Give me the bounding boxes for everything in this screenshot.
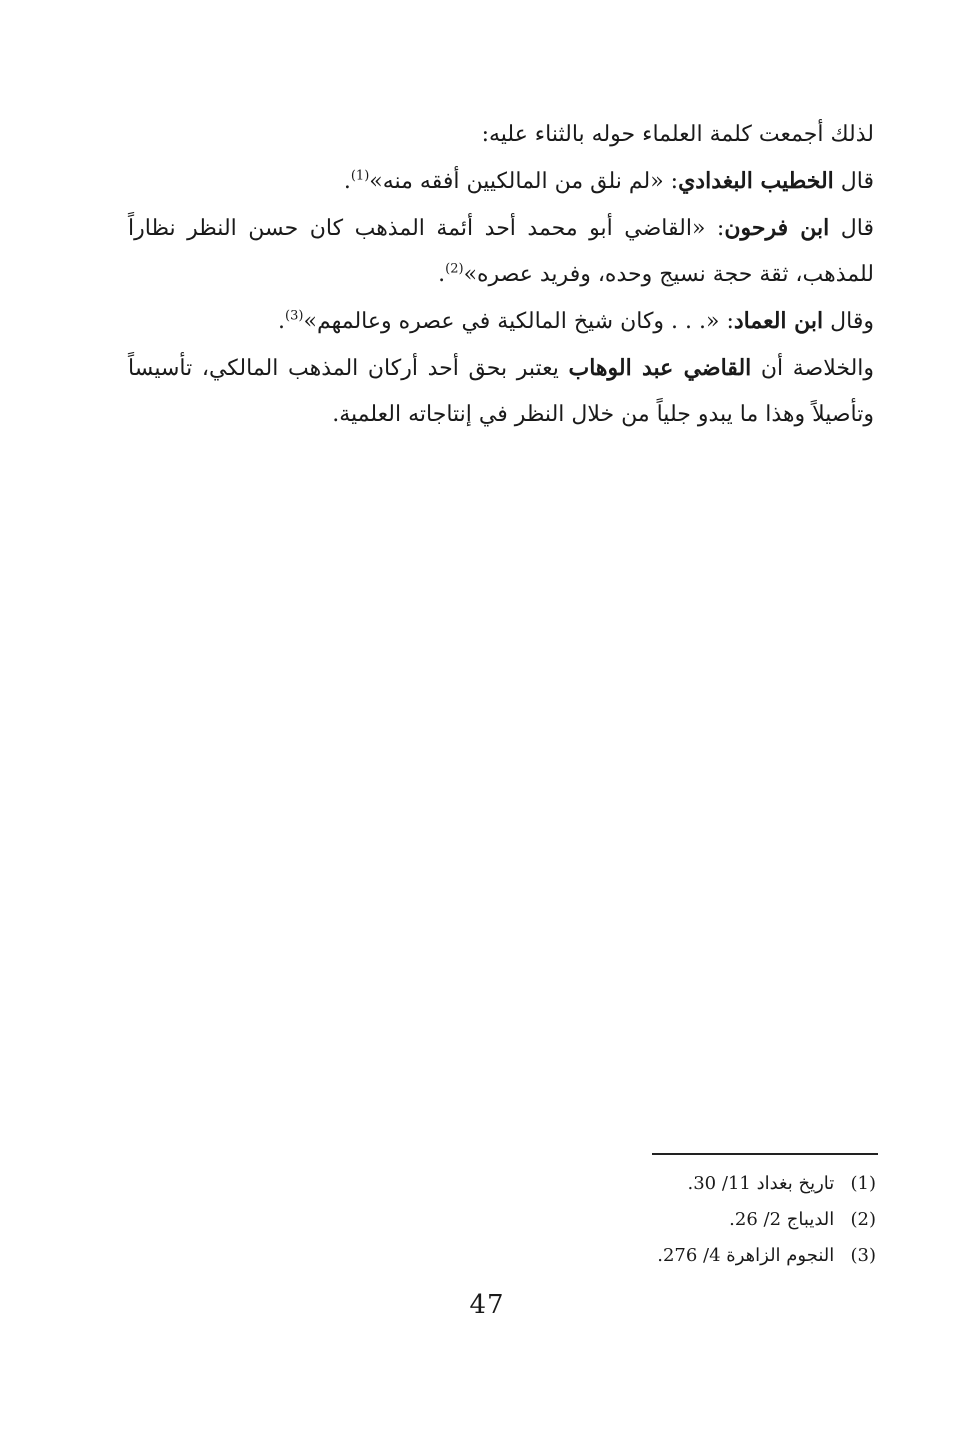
quote-text: : «القاضي أبو محمد أحد أئمة المذهب كان حسن النظر نظاراً للمذهب، ثقة حجة نسيج وحده، وفريد عصره» bbox=[128, 216, 874, 287]
scholar-name: ابن العماد bbox=[733, 308, 824, 334]
footnote-number: (3) bbox=[850, 1245, 876, 1266]
sentence-end: . bbox=[343, 169, 351, 194]
footnote-text: تاريخ بغداد 11/ 30. bbox=[687, 1173, 835, 1194]
conclusion-intro: والخلاصة أن bbox=[751, 356, 875, 381]
footnote-item bbox=[516, 1202, 876, 1238]
main-text bbox=[128, 112, 874, 438]
scholar-name: القاضي عبد الوهاب bbox=[568, 355, 752, 381]
footnote-number: (1) bbox=[850, 1173, 876, 1194]
footnote-ref[interactable]: (2) bbox=[445, 261, 464, 277]
footnote-divider bbox=[652, 1153, 878, 1155]
footnotes bbox=[516, 1166, 876, 1274]
footnote-item bbox=[516, 1166, 876, 1202]
quote-intro: وقال bbox=[823, 309, 874, 334]
quote-text: : «لم نلق من المالكيين أفقه منه» bbox=[369, 169, 679, 194]
paragraph-3 bbox=[128, 205, 874, 298]
conclusion-text: يعتبر بحق أحد أركان المذهب المالكي، تأسيساً وتأصيلاً وهذا ما يبدو جلياً من خلال النظر في إنتاجاته العلمية. bbox=[128, 356, 874, 427]
scholar-name: ابن فرحون bbox=[724, 215, 830, 241]
paragraph-2 bbox=[128, 158, 874, 205]
paragraph-4 bbox=[128, 298, 874, 345]
quote-intro: قال bbox=[833, 169, 874, 194]
quote-intro: قال bbox=[829, 216, 874, 241]
paragraph-1 bbox=[128, 112, 874, 158]
sentence-end: . bbox=[278, 309, 286, 334]
footnote-number: (2) bbox=[850, 1209, 876, 1230]
page-number: 47 bbox=[469, 1290, 505, 1320]
quote-text: : «. . . وكان شيخ المالكية في عصره وعالمهم» bbox=[303, 309, 734, 334]
paragraph-5 bbox=[128, 345, 874, 438]
scholar-name: الخطيب البغدادي bbox=[678, 168, 834, 194]
footnote-text: الديباج 2/ 26. bbox=[729, 1209, 835, 1230]
sentence-end: . bbox=[438, 262, 446, 287]
paragraph-1-text: لذلك أجمعت كلمة العلماء حوله بالثناء عليه: bbox=[481, 122, 874, 147]
footnote-ref[interactable]: (3) bbox=[285, 308, 304, 324]
footnote-text: النجوم الزاهرة 4/ 276. bbox=[657, 1245, 835, 1266]
footnote-ref[interactable]: (1) bbox=[350, 168, 370, 184]
footnote-item bbox=[516, 1238, 876, 1274]
